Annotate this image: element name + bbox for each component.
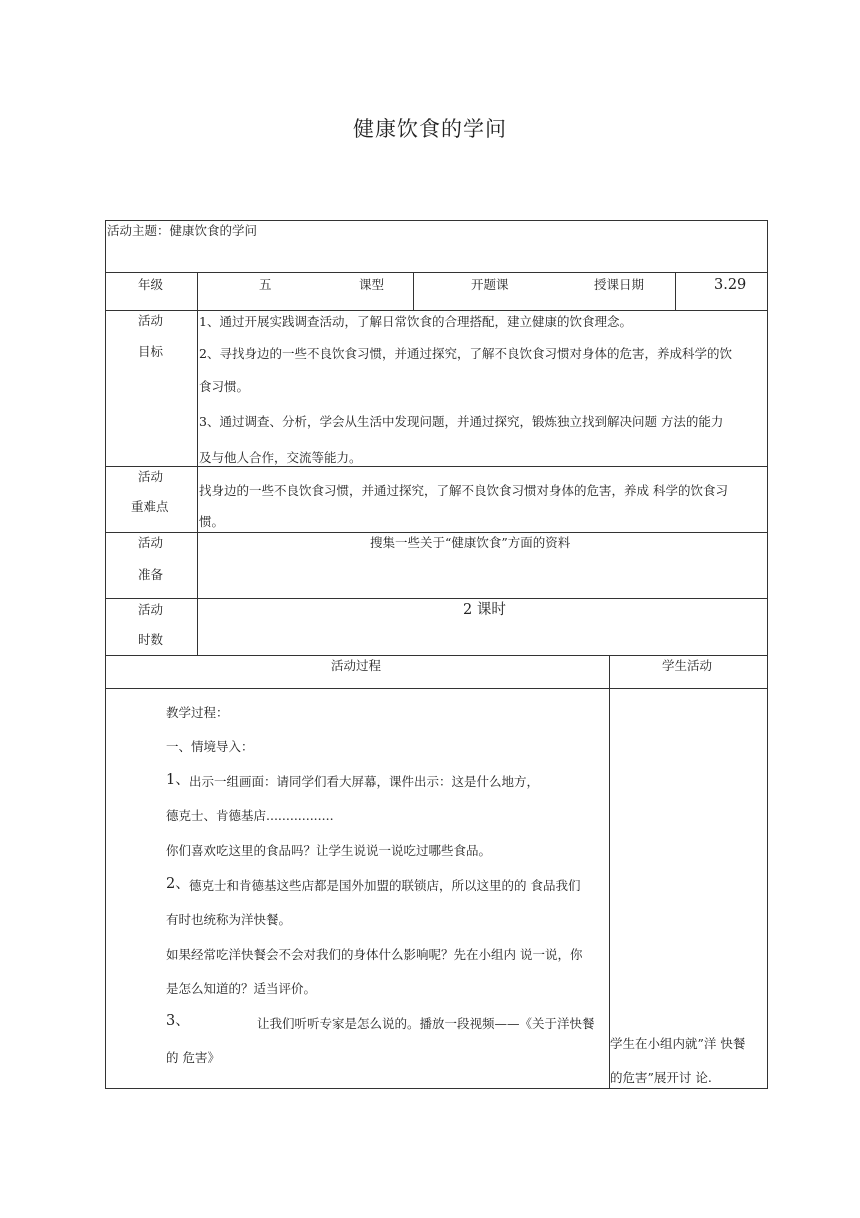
date-value: 3.29 bbox=[714, 277, 747, 293]
goal-item: 食习惯。 bbox=[199, 379, 250, 394]
goal-item: 及与他人合作，交流等能力。 bbox=[199, 450, 362, 465]
date-label: 授课日期 bbox=[594, 277, 645, 292]
step-text: 如果经常吃洋快餐会不会对我们的身体什么影响呢？先在小组内 说一说，你 bbox=[166, 947, 583, 962]
process-intro: 教学过程： bbox=[166, 705, 229, 720]
student-activity-line: 的危害”展开讨 论. bbox=[610, 1070, 712, 1085]
step-number: 1、 bbox=[166, 772, 190, 788]
step-text: 出示一组画面：请同学们看大屏幕，课件出示：这是什么地方， bbox=[189, 774, 540, 789]
prep-content: 搜集一些关于“健康饮食”方面的资料 bbox=[370, 535, 571, 550]
step-text: 让我们听听专家是怎么说的。播放一段视频——《关于洋快餐 bbox=[257, 1016, 595, 1031]
goals-label-2: 目标 bbox=[138, 344, 164, 359]
step-text: 德克士和肯德基这些店都是国外加盟的联锁店，所以这里的的 食品我们 bbox=[189, 878, 581, 893]
key-points-label-2: 重难点 bbox=[131, 499, 169, 514]
lesson-type-label: 课型 bbox=[359, 277, 385, 292]
lesson-type-value: 开题课 bbox=[471, 277, 509, 292]
process-header: 活动过程 bbox=[331, 658, 382, 673]
prep-label-2: 准备 bbox=[138, 567, 164, 582]
key-points-line: 惯。 bbox=[199, 514, 225, 529]
step-text: 是怎么知道的？适当评价。 bbox=[166, 981, 317, 996]
step-number: 2、 bbox=[166, 876, 190, 892]
key-points-label-1: 活动 bbox=[138, 469, 164, 484]
grade-value: 五 bbox=[259, 277, 272, 292]
duration-label-2: 时数 bbox=[138, 632, 164, 647]
goal-item: 3、通过调查、分析，学会从生活中发现问题，并通过探究，锻炼独立找到解决问题 方法的能力 bbox=[199, 414, 724, 429]
step-text: 德克士、肯德基店................. bbox=[166, 808, 334, 823]
step-number: 3、 bbox=[166, 1013, 190, 1029]
goal-item: 1、通过开展实践调查活动，了解日常饮食的合理搭配，建立健康的饮食理念。 bbox=[199, 314, 632, 329]
process-section-title: 一、情境导入： bbox=[166, 739, 254, 754]
activity-theme: 活动主题：健康饮食的学问 bbox=[107, 223, 258, 238]
duration-label-1: 活动 bbox=[138, 602, 164, 617]
step-text: 的 危害》 bbox=[166, 1050, 220, 1065]
prep-label-1: 活动 bbox=[138, 535, 164, 550]
key-points-line: 找身边的一些不良饮食习惯，并通过探究，了解不良饮食习惯对身体的危害，养成 科学的饮食习 bbox=[199, 483, 728, 498]
goal-item: 2、寻找身边的一些不良饮食习惯，并通过探究，了解不良饮食习惯对身体的危害，养成科学的饮 bbox=[199, 346, 732, 361]
step-text: 你们喜欢吃这里的食品吗？让学生说说一说吃过哪些食品。 bbox=[166, 843, 492, 858]
student-activity-line: 学生在小组内就”洋 快餐 bbox=[610, 1036, 746, 1051]
page-title: 健康饮食的学问 bbox=[353, 117, 507, 141]
student-activity-header: 学生活动 bbox=[662, 658, 713, 673]
grade-label: 年级 bbox=[138, 277, 164, 292]
goals-label-1: 活动 bbox=[138, 313, 164, 328]
duration-content: 2 课时 bbox=[463, 602, 506, 618]
step-text: 有时也统称为洋快餐。 bbox=[166, 912, 292, 927]
